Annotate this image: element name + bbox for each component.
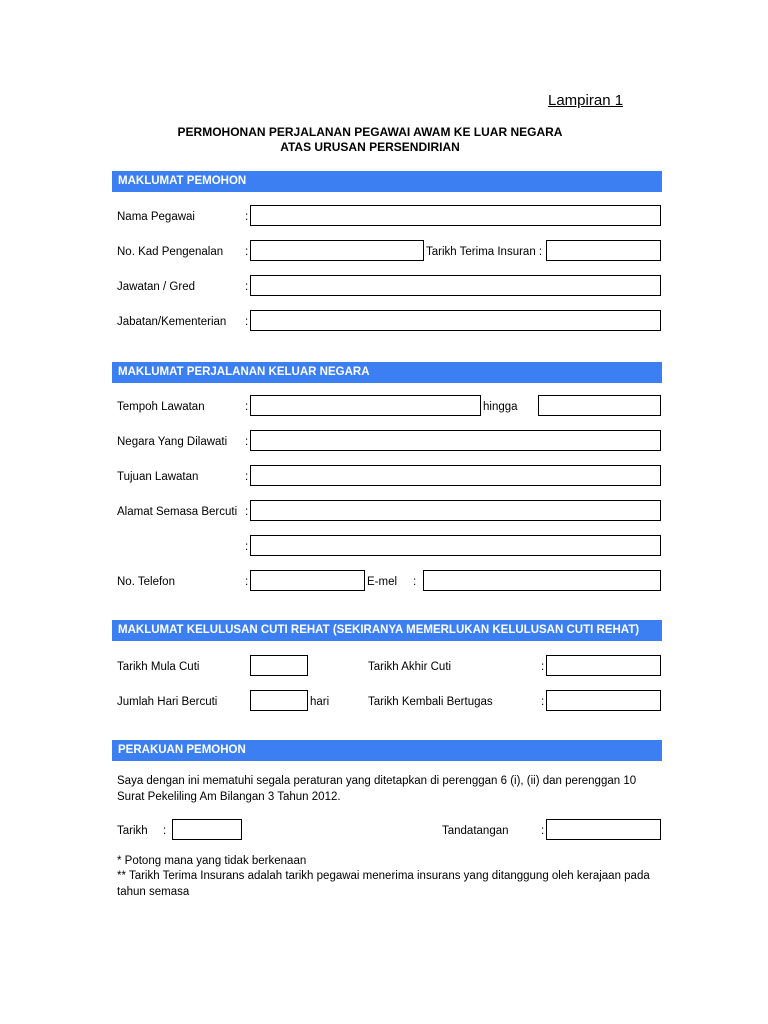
section-header-perakuan: PERAKUAN PEMOHON [112, 740, 662, 761]
form-title-line1: PERMOHONAN PERJALANAN PEGAWAI AWAM KE LUAR NEGARA [177, 125, 563, 139]
section-header-perjalanan: MAKLUMAT PERJALANAN KELUAR NEGARA [112, 362, 662, 383]
label-tarikh: Tarikh [117, 825, 148, 837]
jabatan-kementerian-field[interactable] [250, 310, 661, 331]
emel-field[interactable] [423, 570, 661, 591]
label-tandatangan: Tandatangan [442, 825, 509, 837]
form-title-line2: ATAS URUSAN PERSENDIRIAN [280, 140, 460, 154]
tujuan-lawatan-field[interactable] [250, 465, 661, 486]
label-tarikh-akhir-cuti: Tarikh Akhir Cuti [368, 661, 452, 673]
kad-pengenalan-field[interactable] [250, 240, 424, 261]
tarikh-akhir-cuti-field[interactable] [546, 655, 661, 676]
tarikh-terima-insuran-field[interactable] [546, 240, 661, 261]
colon: : [413, 576, 417, 588]
colon: : [245, 281, 249, 293]
colon: : [245, 246, 249, 258]
label-nama-pegawai: Nama Pegawai [117, 211, 195, 223]
alamat-bercuti-field-line2[interactable] [250, 535, 661, 556]
label-hingga: hingga [483, 401, 518, 413]
colon: : [245, 436, 249, 448]
colon: : [541, 825, 545, 837]
colon: : [245, 576, 249, 588]
label-tarikh-kembali-bertugas: Tarikh Kembali Bertugas [368, 696, 493, 708]
jawatan-gred-field[interactable] [250, 275, 661, 296]
label-tarikh-terima-insuran: Tarikh Terima Insuran : [426, 246, 543, 258]
label-kad-pengenalan: No. Kad Pengenalan [117, 246, 224, 258]
label-negara-dilawati: Negara Yang Dilawati [117, 436, 228, 448]
label-hari: hari [310, 696, 330, 708]
jumlah-hari-bercuti-field[interactable] [250, 690, 308, 711]
alamat-bercuti-field-line1[interactable] [250, 500, 661, 521]
label-jawatan-gred: Jawatan / Gred [117, 281, 195, 293]
colon: : [245, 541, 249, 553]
colon: : [245, 471, 249, 483]
label-emel: E-mel [367, 576, 398, 588]
tandatangan-field[interactable] [546, 819, 661, 840]
tempoh-lawatan-to-field[interactable] [538, 395, 661, 416]
label-tujuan-lawatan: Tujuan Lawatan [117, 471, 199, 483]
colon: : [163, 825, 167, 837]
section-header-cuti-rehat: MAKLUMAT KELULUSAN CUTI REHAT (SEKIRANYA MEMERLUKAN KELULUSAN CUTI REHAT) [112, 620, 662, 641]
tempoh-lawatan-from-field[interactable] [250, 395, 481, 416]
colon: : [541, 696, 545, 708]
label-alamat-bercuti: Alamat Semasa Bercuti [117, 506, 238, 518]
colon: : [245, 401, 249, 413]
note-potong: * Potong mana yang tidak berkenaan [117, 855, 307, 867]
declaration-text: Saya dengan ini mematuhi segala peraturan yang ditetapkan di perenggan 6 (i), (ii) dan perenggan 10 Surat Pekeliling Am Bilangan 3 Tahun 2012. [117, 775, 637, 803]
lampiran-label: Lampiran 1 [548, 92, 624, 109]
colon: : [245, 506, 249, 518]
tarikh-mula-cuti-field[interactable] [250, 655, 308, 676]
label-tarikh-mula-cuti: Tarikh Mula Cuti [117, 661, 200, 673]
colon: : [245, 211, 249, 223]
label-jabatan-kementerian: Jabatan/Kementerian [117, 316, 227, 328]
no-telefon-field[interactable] [250, 570, 365, 591]
colon: : [245, 316, 249, 328]
tarikh-kembali-bertugas-field[interactable] [546, 690, 661, 711]
label-tempoh-lawatan: Tempoh Lawatan [117, 401, 205, 413]
section-header-pemohon: MAKLUMAT PEMOHON [112, 171, 662, 192]
tarikh-field[interactable] [172, 819, 242, 840]
negara-dilawati-field[interactable] [250, 430, 661, 451]
nama-pegawai-field[interactable] [250, 205, 661, 226]
colon: : [541, 661, 545, 673]
label-no-telefon: No. Telefon [117, 576, 175, 588]
label-jumlah-hari-bercuti: Jumlah Hari Bercuti [117, 696, 218, 708]
note-tarikh-insurans: ** Tarikh Terima Insurans adalah tarikh pegawai menerima insurans yang ditanggung oleh kerajaan pada tahun semasa [117, 870, 650, 898]
